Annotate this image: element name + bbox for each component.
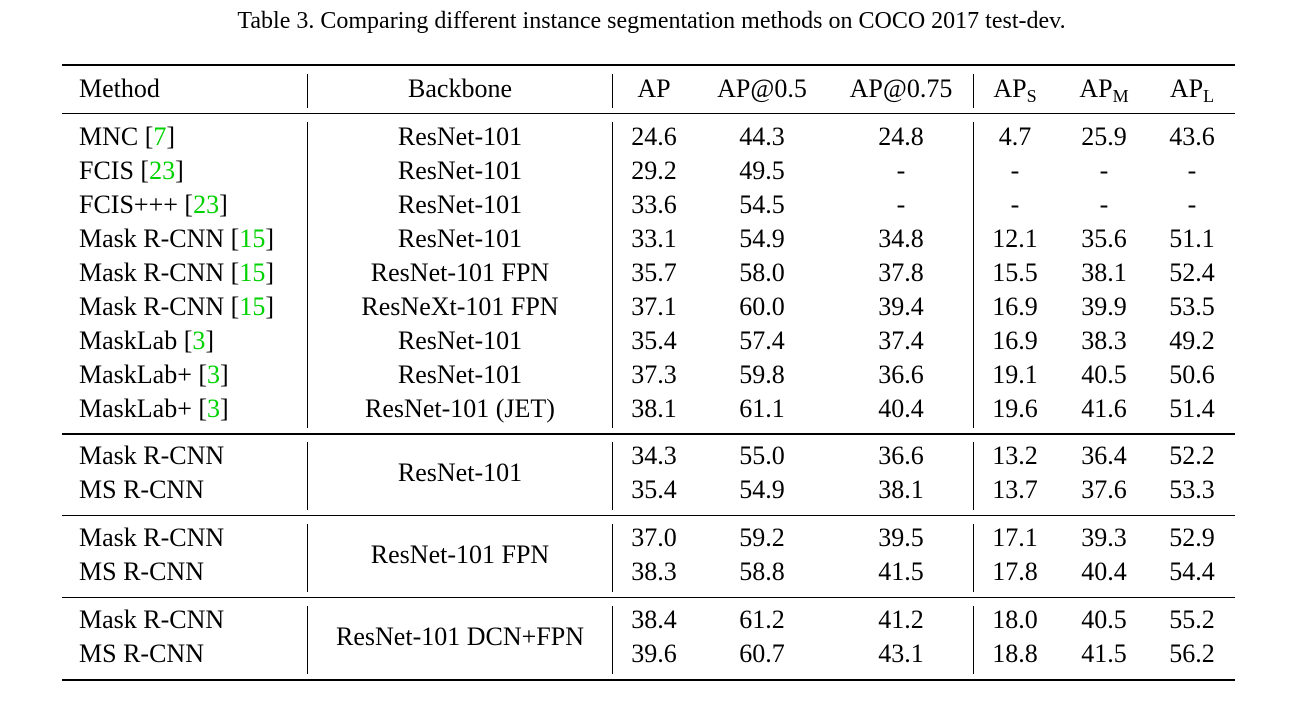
aps-cell: - [1010, 190, 1020, 219]
apm-cell: 38.3 [1081, 326, 1127, 355]
backbone-cell: ResNet-101 [397, 360, 523, 389]
header-row [0, 72, 1293, 106]
ap-cell: 35.7 [631, 258, 677, 287]
apl-cell: 55.2 [1169, 605, 1215, 634]
aps-cell: 17.8 [992, 557, 1038, 586]
header-apm: $AP_M$ [1079, 74, 1129, 106]
method-cell: Mask R-CNN [79, 441, 225, 470]
table-row [0, 521, 1293, 555]
column-separator [612, 122, 613, 428]
column-separator [973, 524, 974, 592]
citation-link[interactable]: 23 [193, 190, 220, 219]
method-cell: MaskLab [3] [79, 326, 215, 355]
citation-link[interactable]: 7 [153, 122, 167, 151]
apm-cell: 41.6 [1081, 394, 1127, 423]
method-cell: MaskLab+ [3] [79, 394, 229, 423]
ap-cell: 24.6 [631, 122, 677, 151]
ap75-cell: 38.1 [878, 475, 924, 504]
apl-cell: - [1187, 156, 1197, 185]
ap-cell: 38.4 [631, 605, 677, 634]
method-cell: MaskLab+ [3] [79, 360, 229, 389]
ap-cell: 34.3 [631, 441, 677, 470]
aps-cell: 16.9 [992, 292, 1038, 321]
ap-cell: 39.6 [631, 639, 677, 668]
table-row [0, 256, 1293, 290]
ap-cell: 38.1 [631, 394, 677, 423]
aps-cell: 16.9 [992, 326, 1038, 355]
ap50-cell: 55.0 [739, 441, 785, 470]
column-separator [307, 122, 308, 428]
table-row [0, 555, 1293, 589]
method-cell: FCIS [23] [79, 156, 184, 185]
ap75-cell: 41.2 [878, 605, 924, 634]
method-cell: MNC [7] [79, 122, 176, 151]
ap50-cell: 59.2 [739, 523, 785, 552]
method-cell: Mask R-CNN [15] [79, 258, 275, 287]
ap75-cell: 36.6 [878, 441, 924, 470]
backbone-cell: ResNet-101 [397, 224, 523, 253]
ap50-cell: 60.7 [739, 639, 785, 668]
apm-cell: 40.5 [1081, 360, 1127, 389]
ap75-cell: 34.8 [878, 224, 924, 253]
column-separator [973, 74, 974, 108]
aps-cell: 13.7 [992, 475, 1038, 504]
method-name: MNC [79, 122, 139, 151]
column-separator [973, 606, 974, 674]
apm-cell: - [1099, 156, 1109, 185]
citation-link[interactable]: 15 [239, 258, 266, 287]
column-separator [307, 442, 308, 510]
aps-cell: 17.1 [992, 523, 1038, 552]
apl-cell: 53.5 [1169, 292, 1215, 321]
header-apl: $AP_L$ [1169, 74, 1215, 106]
ap50-cell: 54.9 [739, 475, 785, 504]
ap50-cell: 58.8 [739, 557, 785, 586]
backbone-cell: ResNet-101 FPN [370, 258, 550, 287]
header-ap: AP [637, 74, 671, 103]
ap75-cell: 40.4 [878, 394, 924, 423]
citation-link[interactable]: 15 [239, 224, 266, 253]
ap-cell: 33.1 [631, 224, 677, 253]
table-row [0, 188, 1293, 222]
ap75-cell: 36.6 [878, 360, 924, 389]
ap-cell: 29.2 [631, 156, 677, 185]
method-name: MaskLab+ [79, 360, 192, 389]
table-row [0, 439, 1293, 473]
aps-cell: 4.7 [998, 122, 1032, 151]
method-cell: Mask R-CNN [15] [79, 224, 275, 253]
apl-cell: 52.2 [1169, 441, 1215, 470]
header-ap75: AP@0.75 [849, 74, 953, 103]
ap50-cell: 58.0 [739, 258, 785, 287]
aps-cell: 18.0 [992, 605, 1038, 634]
citation-link[interactable]: 3 [207, 394, 221, 423]
apl-cell: 52.9 [1169, 523, 1215, 552]
apl-cell: 49.2 [1169, 326, 1215, 355]
table-row [0, 473, 1293, 507]
aps-cell: 12.1 [992, 224, 1038, 253]
apm-cell: 41.5 [1081, 639, 1127, 668]
citation-link[interactable]: 3 [192, 326, 206, 355]
header-method: Method [79, 74, 160, 103]
column-separator [612, 74, 613, 108]
group-rule-2 [62, 597, 1235, 598]
apl-cell: 50.6 [1169, 360, 1215, 389]
ap75-cell: 41.5 [878, 557, 924, 586]
method-cell: MS R-CNN [79, 557, 204, 586]
aps-cell: 18.8 [992, 639, 1038, 668]
apm-cell: 37.6 [1081, 475, 1127, 504]
ap75-cell: 39.5 [878, 523, 924, 552]
citation-link[interactable]: 3 [207, 360, 221, 389]
ap50-cell: 54.9 [739, 224, 785, 253]
table-row [0, 154, 1293, 188]
apl-cell: 51.4 [1169, 394, 1215, 423]
group-backbone-cell: ResNet-101 DCN+FPN [336, 622, 584, 651]
ap-cell: 37.3 [631, 360, 677, 389]
apl-cell: 43.6 [1169, 122, 1215, 151]
header-aps: $AP_S$ [993, 74, 1037, 106]
backbone-cell: ResNet-101 [397, 122, 523, 151]
ap75-cell: 37.8 [878, 258, 924, 287]
method-name: Mask R-CNN [79, 292, 225, 321]
header-backbone: Backbone [408, 74, 512, 103]
backbone-cell: ResNeXt-101 FPN [361, 292, 559, 321]
method-name: FCIS+++ [79, 190, 178, 219]
backbone-cell: ResNet-101 (JET) [365, 394, 555, 423]
table-row [0, 324, 1293, 358]
apl-cell: 53.3 [1169, 475, 1215, 504]
column-separator [307, 524, 308, 592]
apl-cell: - [1187, 190, 1197, 219]
table-row [0, 358, 1293, 392]
aps-cell: 13.2 [992, 441, 1038, 470]
method-name: MaskLab [79, 326, 178, 355]
ap-cell: 38.3 [631, 557, 677, 586]
column-separator [307, 606, 308, 674]
table-row [0, 290, 1293, 324]
ap75-cell: 37.4 [878, 326, 924, 355]
section-rule-1 [62, 433, 1235, 435]
table-row [0, 392, 1293, 426]
apl-cell: 51.1 [1169, 224, 1215, 253]
apm-cell: 39.3 [1081, 523, 1127, 552]
ap-cell: 35.4 [631, 326, 677, 355]
ap50-cell: 60.0 [739, 292, 785, 321]
table-row [0, 120, 1293, 154]
method-cell: MS R-CNN [79, 639, 204, 668]
ap-cell: 37.1 [631, 292, 677, 321]
apl-cell: 52.4 [1169, 258, 1215, 287]
header-ap50: AP@0.5 [717, 74, 807, 103]
bottom-rule [62, 679, 1235, 681]
method-name: FCIS [79, 156, 134, 185]
group-backbone-cell: ResNet-101 FPN [370, 540, 550, 569]
method-name: Mask R-CNN [79, 224, 225, 253]
apm-cell: 38.1 [1081, 258, 1127, 287]
apm-cell: 40.5 [1081, 605, 1127, 634]
apm-cell: 36.4 [1081, 441, 1127, 470]
ap-cell: 35.4 [631, 475, 677, 504]
aps-cell: 19.6 [992, 394, 1038, 423]
ap50-cell: 54.5 [739, 190, 785, 219]
method-name: MaskLab+ [79, 394, 192, 423]
column-separator [612, 524, 613, 592]
ap75-cell: - [896, 156, 906, 185]
apm-cell: 25.9 [1081, 122, 1127, 151]
ap50-cell: 59.8 [739, 360, 785, 389]
ap-cell: 33.6 [631, 190, 677, 219]
column-separator [973, 442, 974, 510]
ap50-cell: 61.2 [739, 605, 785, 634]
header-rule [62, 113, 1235, 114]
group-rule-1 [62, 515, 1235, 516]
apm-cell: 40.4 [1081, 557, 1127, 586]
column-separator [307, 74, 308, 108]
column-separator [612, 442, 613, 510]
apm-cell: 39.9 [1081, 292, 1127, 321]
aps-cell: 19.1 [992, 360, 1038, 389]
ap75-cell: 39.4 [878, 292, 924, 321]
ap75-cell: 43.1 [878, 639, 924, 668]
table-row [0, 637, 1293, 671]
method-cell: Mask R-CNN [79, 605, 225, 634]
backbone-cell: ResNet-101 [397, 326, 523, 355]
apm-cell: 35.6 [1081, 224, 1127, 253]
ap-cell: 37.0 [631, 523, 677, 552]
ap50-cell: 49.5 [739, 156, 785, 185]
apl-cell: 56.2 [1169, 639, 1215, 668]
method-cell: MS R-CNN [79, 475, 204, 504]
method-name: Mask R-CNN [79, 258, 225, 287]
ap50-cell: 57.4 [739, 326, 785, 355]
citation-link[interactable]: 15 [239, 292, 266, 321]
method-cell: Mask R-CNN [79, 523, 225, 552]
top-rule [62, 64, 1235, 66]
ap75-cell: 24.8 [878, 122, 924, 151]
group-backbone-cell: ResNet-101 [397, 458, 523, 487]
table-caption: Table 3. Comparing different instance segmentation methods on COCO 2017 test-dev. [237, 8, 1066, 34]
ap50-cell: 61.1 [739, 394, 785, 423]
apl-cell: 54.4 [1169, 557, 1215, 586]
aps-cell: 15.5 [992, 258, 1038, 287]
ap75-cell: - [896, 190, 906, 219]
column-separator [973, 122, 974, 428]
aps-cell: - [1010, 156, 1020, 185]
table-row [0, 603, 1293, 637]
citation-link[interactable]: 23 [149, 156, 176, 185]
backbone-cell: ResNet-101 [397, 190, 523, 219]
apm-cell: - [1099, 190, 1109, 219]
backbone-cell: ResNet-101 [397, 156, 523, 185]
ap50-cell: 44.3 [739, 122, 785, 151]
table-row [0, 222, 1293, 256]
method-cell: FCIS+++ [23] [79, 190, 228, 219]
column-separator [612, 606, 613, 674]
method-cell: Mask R-CNN [15] [79, 292, 275, 321]
